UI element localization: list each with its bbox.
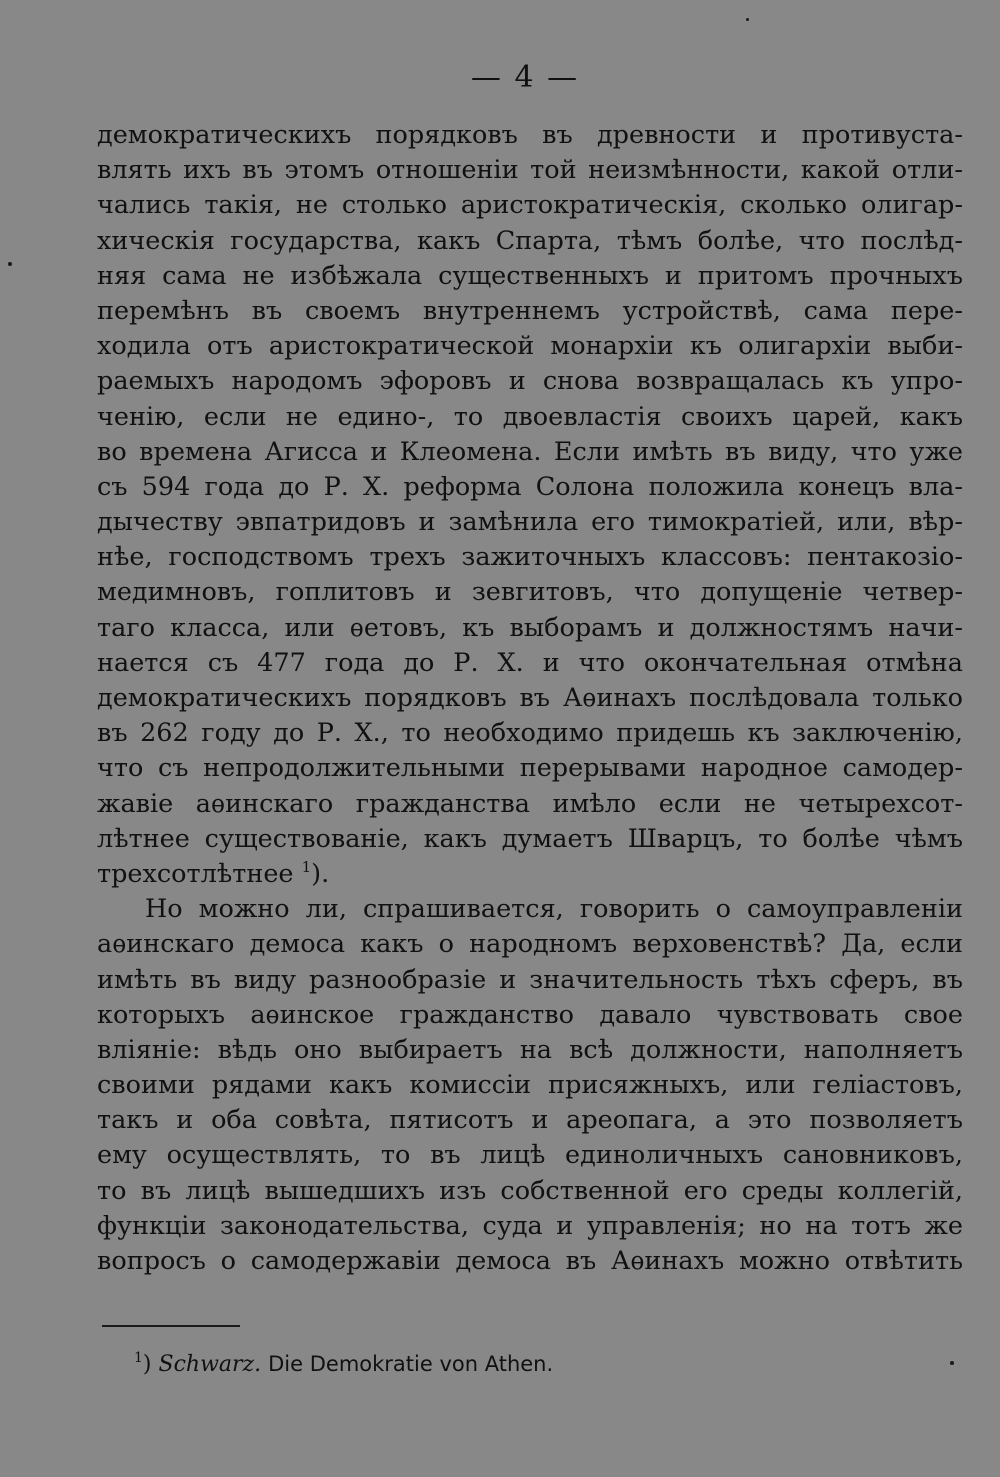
text-line: въ 262 году до Р. Х., то необходимо придешь къ заключенiю,	[97, 718, 963, 749]
text-line: нается съ 477 года до Р. Х. и что окончательная отмѣна	[97, 647, 963, 678]
footnote	[134, 1348, 934, 1381]
text-line: демократическихъ порядковъ въ Аѳинахъ послѣдовала только	[97, 683, 963, 713]
text-line: таго класса, или ѳетовъ, къ выборамъ и должностямъ начи-	[97, 612, 963, 643]
footnote-title: Die Demokratie von Athen.	[268, 1352, 554, 1376]
footnote-mark: 1	[134, 1350, 143, 1366]
footnote-ref-tail: ).	[311, 858, 330, 889]
footnote-author: Schwarz.	[158, 1352, 262, 1377]
text-line: хическiя государства, какъ Спарта, тѣмъ болѣе, что послѣд-	[97, 225, 963, 256]
text-line: чались такiя, не столько аристократическiя, сколько олигар-	[97, 190, 963, 221]
footnote-mark-tail: )	[142, 1352, 152, 1377]
scan-speck	[8, 262, 12, 266]
footnote-divider	[102, 1325, 240, 1327]
text-line: которыхъ аѳинское гражданство давало чувствовать свое	[97, 999, 963, 1030]
scan-speck	[950, 1361, 954, 1365]
text-line: лѣтнее существованiе, какъ думаетъ Шварцъ, то болѣе чѣмъ	[97, 823, 963, 854]
text-line: имѣть въ виду разнообразiе и значительность тѣхъ сферъ, въ	[97, 964, 963, 995]
text-line: влять ихъ въ этомъ отношенiи той неизмѣнности, какой отли-	[97, 155, 963, 186]
text-line: ходила отъ аристократической монархiи къ олигархiи выби-	[97, 331, 963, 362]
text-line: демократическихъ порядковъ въ древности и противуста-	[97, 120, 963, 150]
text-line: жавiе аѳинскаго гражданства имѣло если не четырехсот-	[97, 788, 963, 819]
text-line: ему осуществлять, то въ лицѣ единоличныхъ сановниковъ,	[97, 1140, 963, 1171]
body-text	[97, 118, 963, 1279]
paragraph-end-line	[97, 857, 963, 892]
paragraph-start-line: Но можно ли, спрашивается, говорить о самоуправленiи	[145, 894, 963, 925]
text-line: такъ и оба совѣта, пятисотъ и ареопага, а это позволяетъ	[97, 1105, 963, 1136]
text-line-content: трехсотлѣтнее	[97, 858, 294, 889]
text-line: вопросъ о самодержавiи демоса въ Аѳинахъ можно отвѣтить	[97, 1246, 963, 1276]
footnote-ref[interactable]: 1	[301, 857, 312, 876]
text-line: влiянiе: вѣдь оно выбираетъ на всѣ должности, наполняетъ	[97, 1034, 963, 1065]
page-number: — 4 —	[470, 60, 580, 95]
text-line: что съ непродолжительными перерывами народное самодер-	[97, 753, 963, 784]
text-line: ченiю, если не едино-, то двоевластiя своихъ царей, какъ	[97, 401, 963, 432]
text-line: съ 594 года до Р. Х. реформа Солона положила конецъ вла-	[97, 471, 963, 502]
text-line: дычеству эвпатридовъ и замѣнила его тимократiей, или, вѣр-	[97, 507, 963, 538]
scan-speck	[746, 18, 749, 21]
text-line: няя сама не избѣжала существенныхъ и притомъ прочныхъ	[97, 260, 963, 291]
text-line: своими рядами какъ комиссiи присяжныхъ, или гелiастовъ,	[97, 1070, 963, 1101]
text-line: то въ лицѣ вышедшихъ изъ собственной его среды коллегiй,	[97, 1175, 963, 1206]
text-line: раемыхъ народомъ эфоровъ и снова возвращалась къ упро-	[97, 366, 963, 397]
text-line: нѣе, господствомъ трехъ зажиточныхъ классовъ: пентакозiо-	[97, 542, 963, 573]
text-line: функцiи законодательства, суда и управленiя; но на тотъ же	[97, 1210, 963, 1241]
text-line: перемѣнъ въ своемъ внутреннемъ устройствѣ, сама пере-	[97, 295, 963, 326]
text-line: медимновъ, гоплитовъ и зевгитовъ, что допущенiе четвер-	[97, 577, 963, 608]
text-line: во времена Агисса и Клеомена. Если имѣть въ виду, что уже	[97, 436, 963, 467]
text-line: аѳинскаго демоса какъ о народномъ верховенствѣ? Да, если	[97, 929, 963, 960]
